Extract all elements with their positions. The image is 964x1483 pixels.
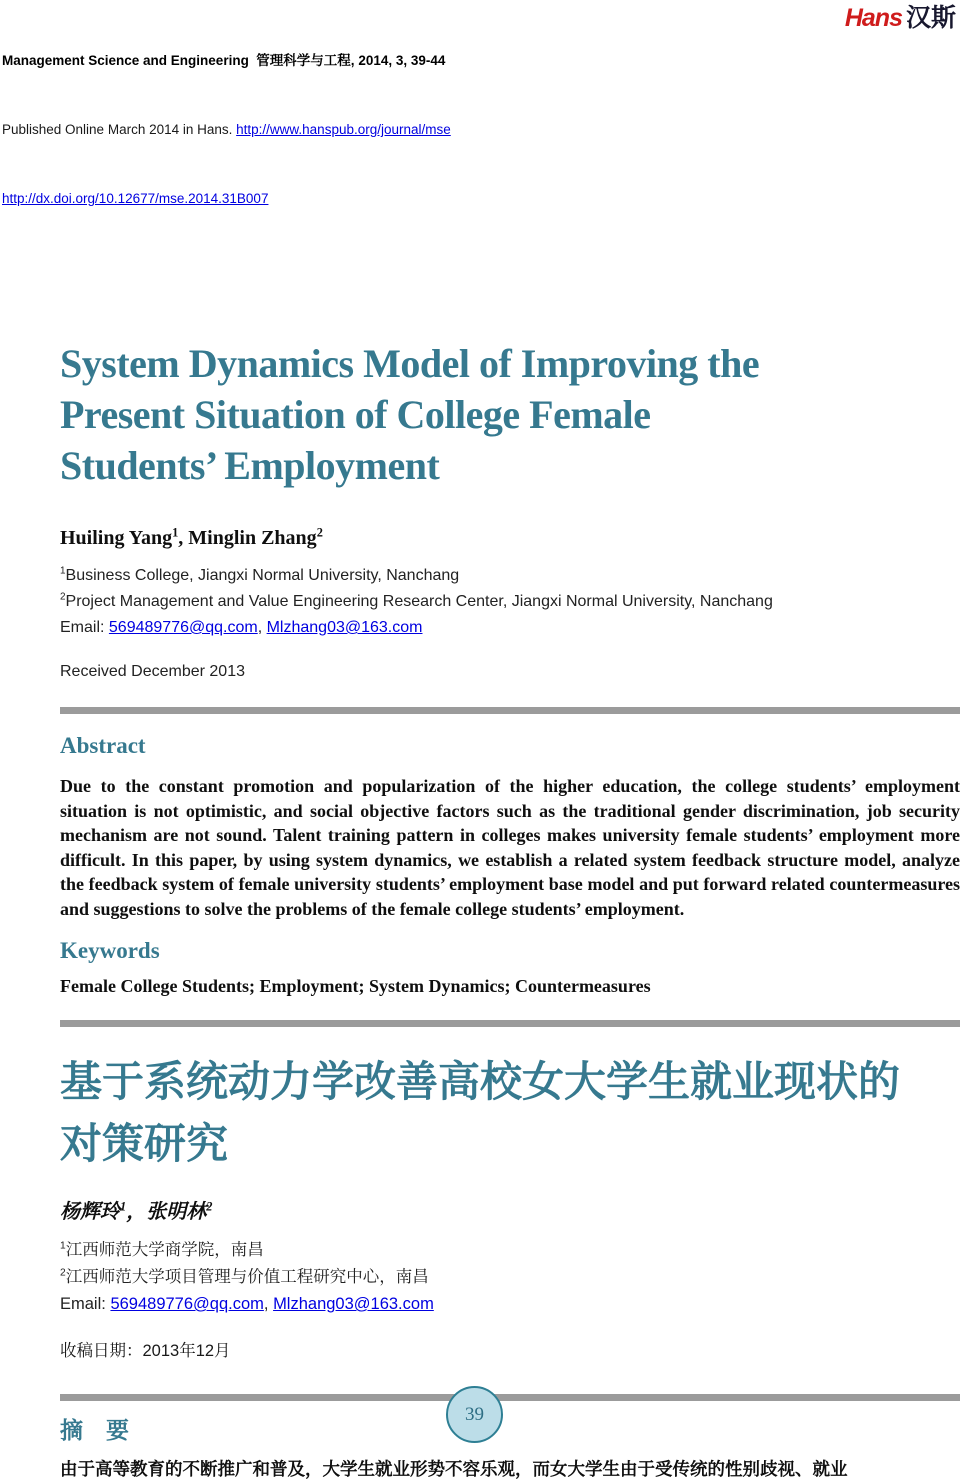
- hans-publisher-logo: [845, 4, 956, 32]
- email-label: Email:: [60, 1295, 111, 1313]
- title-line: Present Situation of College Female: [60, 392, 651, 437]
- main-column: [60, 338, 960, 1483]
- email-link-2[interactable]: Mlzhang03@163.com: [273, 1295, 434, 1313]
- affil-marker: 1: [60, 1240, 66, 1252]
- affiliation-text: Project Management and Value Engineering Research Center, Jiangxi Normal University, Nanchang: [65, 593, 773, 610]
- section-divider: [60, 1394, 960, 1401]
- affil-marker: 2: [60, 1267, 66, 1279]
- abstract-heading: Abstract: [60, 733, 146, 758]
- email-link-1[interactable]: 569489776@qq.com: [108, 619, 258, 636]
- author-affil-marker: 1: [120, 1199, 127, 1214]
- abstract-heading-chinese: 摘 要: [60, 1417, 129, 1443]
- title-line: Students’ Employment: [60, 443, 440, 488]
- affiliation-text: 江西师范大学项目管理与价值工程研究中心，南昌: [65, 1268, 429, 1286]
- keywords-heading: Keywords: [60, 938, 160, 963]
- received-date-chinese: 收稿日期：2013年12月: [60, 1342, 231, 1360]
- section-divider: [60, 1020, 960, 1027]
- paper-title-english: [60, 338, 960, 491]
- email-label: Email:: [60, 619, 109, 636]
- affiliations-english: [60, 563, 960, 641]
- email-separator: ,: [257, 619, 267, 636]
- affil-marker: 2: [60, 591, 66, 603]
- affiliation-line: [60, 1264, 960, 1291]
- title-line: System Dynamics Model of Improving the: [60, 341, 760, 386]
- logo-cjk-text: 汉斯: [905, 4, 956, 32]
- abstract-body: Due to the constant promotion and popularization of the higher education, the college students’ employment situation is not optimistic, and social objective factors such as the traditional gender discrimination, job security mechanism are not sound. Talent training pattern in colleges makes university female students’ employment more difficult. In this paper, by using system dynamics, we establish a related system feedback structure model, analyze the feedback system of female university students’ employment base model and put forward related countermeasures and suggestions to solve the problems of the female college students’ employment.: [60, 776, 960, 919]
- author-name: Minglin Zhang: [188, 527, 317, 549]
- keywords-body: Female College Students; Employment; System Dynamics; Countermeasures: [60, 976, 651, 996]
- logo-latin-text: Hans: [844, 4, 902, 32]
- email-link-1[interactable]: 569489776@qq.com: [110, 1295, 264, 1313]
- author-separator: ，: [126, 1201, 147, 1223]
- email-line: [60, 615, 960, 641]
- doi-link[interactable]: http://dx.doi.org/10.12677/mse.2014.31B007: [2, 191, 269, 206]
- journal-header: [0, 0, 964, 256]
- author-affil-marker: 2: [316, 525, 323, 540]
- page-number: 39: [465, 1403, 484, 1425]
- published-line: [2, 118, 964, 141]
- affiliations-chinese: [60, 1237, 960, 1318]
- author-affil-marker: 1: [172, 525, 179, 540]
- affiliation-line: [60, 563, 960, 589]
- author-name: Huiling Yang: [60, 527, 173, 549]
- abstract-body-chinese: 由于高等教育的不断推广和普及，大学生就业形势不容乐观，而女大学生由于受传统的性别歧视、就业: [60, 1459, 848, 1479]
- email-separator: ,: [263, 1295, 274, 1313]
- author-name: 杨辉玲: [60, 1201, 120, 1223]
- affil-marker: 1: [60, 565, 66, 577]
- email-line: [60, 1291, 960, 1318]
- email-link-2[interactable]: Mlzhang03@163.com: [266, 619, 423, 636]
- author-affil-marker: 2: [206, 1199, 213, 1214]
- page-number-badge: [446, 1386, 503, 1443]
- journal-citation: Management Science and Engineering 管理科学与工程, 2014, 3, 39-44: [2, 53, 446, 68]
- section-divider: [60, 707, 960, 714]
- paper-title-chinese: [60, 1051, 960, 1175]
- published-prefix: Published Online March 2014 in Hans.: [2, 122, 237, 137]
- title-line: 对策研究: [60, 1120, 229, 1167]
- author-name: 张明林: [146, 1201, 207, 1223]
- title-line: 基于系统动力学改善高校女大学生就业现状的: [60, 1058, 901, 1105]
- affiliation-line: [60, 589, 960, 615]
- authors-english: [60, 525, 960, 551]
- journal-url-link[interactable]: http://www.hanspub.org/journal/mse: [236, 122, 451, 137]
- author-separator: ,: [178, 527, 189, 549]
- affiliation-text: Business College, Jiangxi Normal University, Nanchang: [65, 567, 460, 584]
- affiliation-line: [60, 1237, 960, 1264]
- affiliation-text: 江西师范大学商学院，南昌: [65, 1241, 264, 1259]
- received-date-english: Received December 2013: [60, 663, 245, 680]
- doi-line: [2, 187, 964, 210]
- authors-chinese: [60, 1199, 960, 1225]
